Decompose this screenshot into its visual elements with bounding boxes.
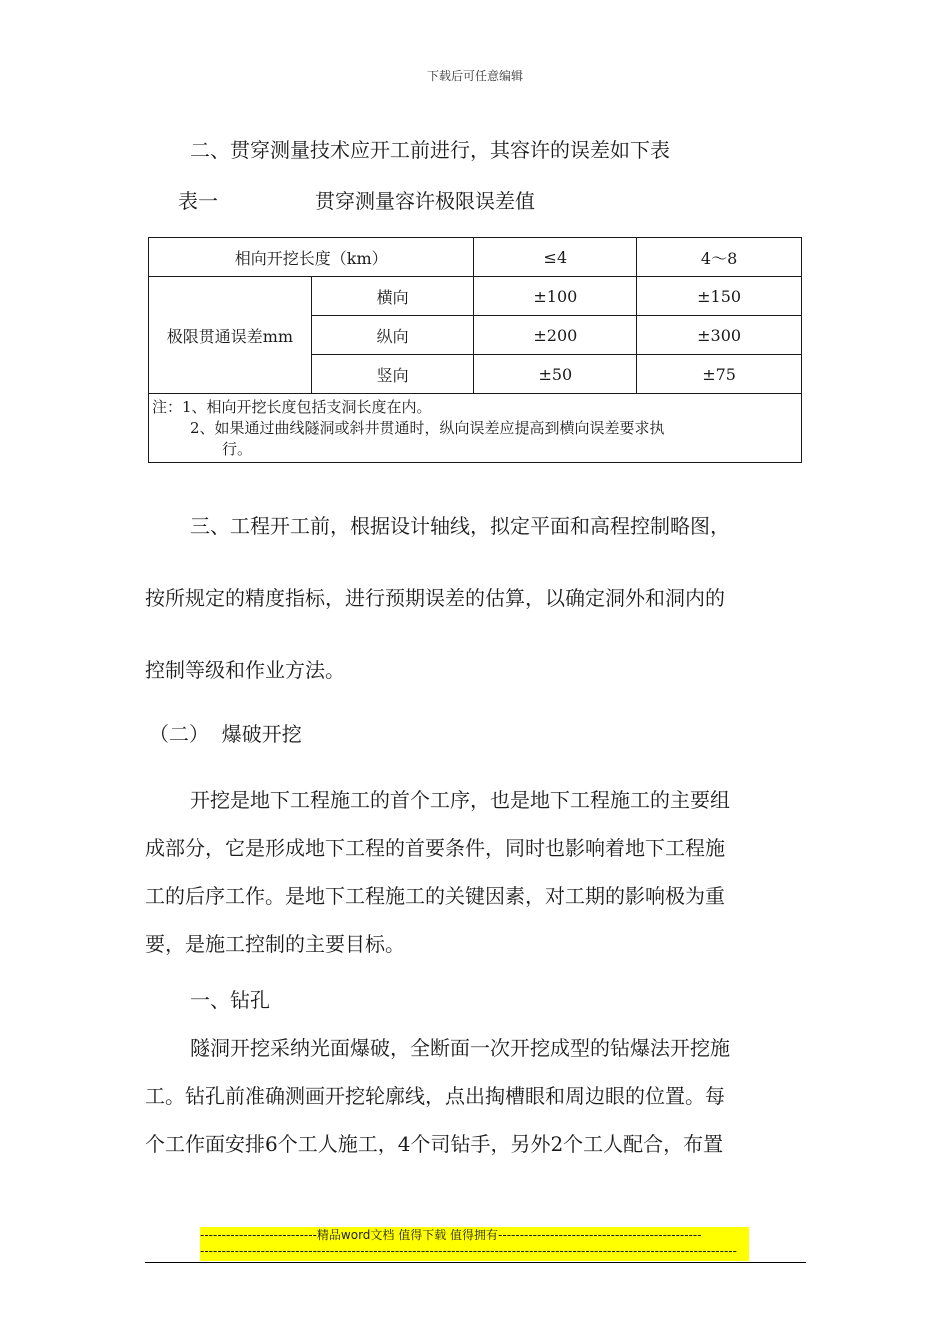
note-line-3: 行。 [222,440,253,458]
row-value: ±50 [474,355,637,394]
row-value: ±200 [474,316,637,355]
footer-line-1: ---------------------------精品word文档 值得下载 值得拥有----------------------------------------------- [200,1228,702,1242]
table-header-row [149,238,802,277]
footer-line-2: ---------------------------------------------------------------------------------------------------------------------------- [200,1244,737,1258]
header-col-le4: ≤4 [474,238,637,277]
paragraph-control-line-1: 三、工程开工前，根据设计轴线，拟定平面和高程控制略图， [190,514,730,538]
header-length-label: 相向开挖长度（km） [149,238,474,277]
paragraph-drilling-line-1: 隧洞开挖采纳光面爆破，全断面一次开挖成型的钻爆法开挖施 [190,1036,730,1060]
section-heading-blasting: （二） 爆破开挖 [149,722,302,746]
table-caption-title: 贯穿测量容许极限误差值 [315,189,535,213]
subsection-heading-drilling: 一、钻孔 [190,988,270,1012]
table-note [149,394,802,463]
row-direction: 横向 [311,277,474,316]
paragraph-control-line-3: 控制等级和作业方法。 [145,658,345,682]
paragraph-blasting-line-2: 成部分，它是形成地下工程的首要条件，同时也影响着地下工程施 [145,836,725,860]
paragraph-survey-intro: 二、贯穿测量技术应开工前进行，其容许的误差如下表 [190,138,670,162]
paragraph-blasting-line-4: 要，是施工控制的主要目标。 [145,932,405,956]
table-row [149,277,802,316]
footer-divider [145,1262,806,1263]
paragraph-drilling-line-3: 个工作面安排6个工人施工，4个司钻手，另外2个工人配合，布置 [145,1132,724,1156]
row-value: ±75 [637,355,802,394]
paragraph-blasting-line-1: 开挖是地下工程施工的首个工序，也是地下工程施工的主要组 [190,788,730,812]
row-value: ±300 [637,316,802,355]
table-caption-label: 表一 [178,189,218,213]
paragraph-control-line-2: 按所规定的精度指标，进行预期误差的估算，以确定洞外和洞内的 [145,586,725,610]
row-value: ±100 [474,277,637,316]
footer-highlight-banner [200,1227,749,1261]
row-value: ±150 [637,277,802,316]
note-line-1: 注：1、相向开挖长度包括支洞长度在内。 [152,398,432,416]
row-direction: 纵向 [311,316,474,355]
note-line-2: 2、如果通过曲线隧洞或斜井贯通时，纵向误差应提高到横向误差要求执 [190,419,665,437]
row-group-label: 极限贯通误差mm [149,277,312,394]
table-note-row [149,394,802,463]
row-direction: 竖向 [311,355,474,394]
error-limit-table [148,237,802,463]
header-col-4to8: 4～8 [637,238,802,277]
paragraph-blasting-line-3: 工的后序工作。是地下工程施工的关键因素，对工期的影响极为重 [145,884,725,908]
page-header: 下载后可任意编辑 [426,69,523,83]
paragraph-drilling-line-2: 工。钻孔前准确测画开挖轮廓线，点出掏槽眼和周边眼的位置。每 [145,1084,725,1108]
